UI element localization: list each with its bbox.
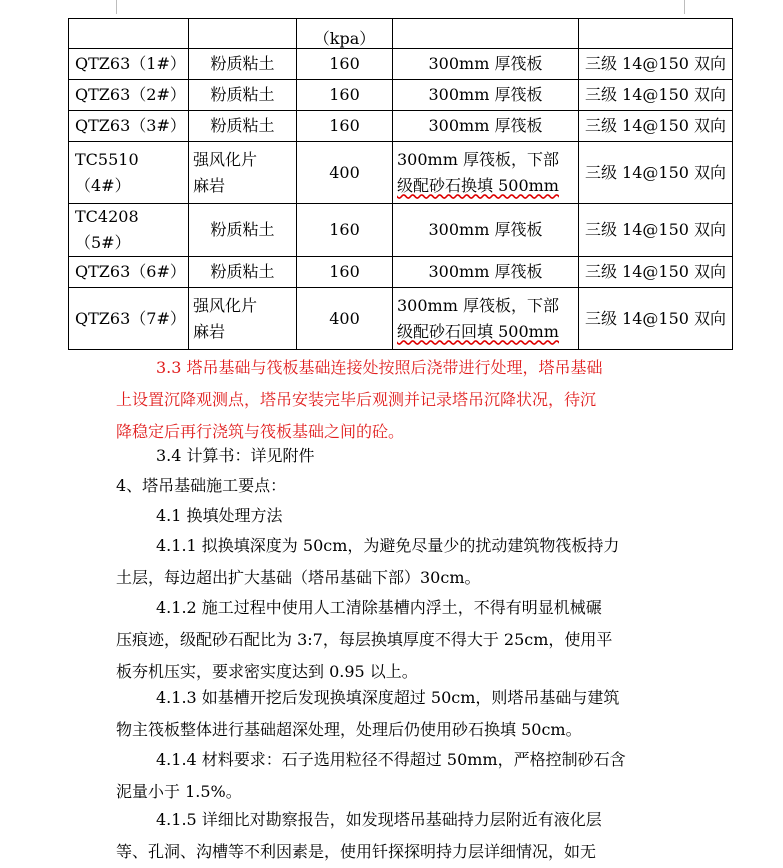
table-row: [69, 80, 733, 111]
paragraph-4-1-3: [116, 682, 686, 746]
paragraph-line: 泥量小于 1.5%。: [116, 782, 242, 801]
paragraph-line: 等、孔洞、沟槽等不利因素是，使用钎探探明持力层详细情况，如无: [116, 842, 597, 861]
paragraph-line: [116, 592, 686, 624]
paragraph-text: 3.4 计算书：详见附件: [156, 446, 315, 465]
crane-model-cell: TC5510（4#）: [69, 142, 189, 204]
paragraph-line: [116, 804, 686, 836]
paragraph-3-3: [116, 352, 686, 448]
bearing-cell: 160: [297, 204, 393, 257]
paragraph-line: 压痕迹，级配砂石配比为 3:7，每层换填厚度不得大于 25cm，使用平: [116, 630, 613, 649]
table-row: [69, 204, 733, 257]
paragraph-line: [116, 500, 686, 532]
section-4-1-heading: [116, 500, 686, 532]
paragraph-line: [116, 352, 686, 384]
bearing-cell: 160: [297, 257, 393, 288]
soil-line-1: 强风化片: [193, 149, 258, 169]
paragraph-line: [116, 440, 686, 472]
paragraph-line: 物主筏板整体进行基础超深处理，处理后仍使用砂石换填 50cm。: [116, 720, 582, 739]
bearing-cell: 160: [297, 49, 393, 80]
crop-mark-left: [116, 0, 117, 14]
soil-cell: 粉质粘土: [189, 257, 297, 288]
paragraph-text: 4.1.2 施工过程中使用人工清除基槽内浮土，不得有明显机械碾: [156, 598, 602, 617]
paragraph-line: [116, 470, 686, 502]
tower-crane-foundation-table: [68, 18, 733, 350]
soil-line-1: 强风化片: [193, 295, 258, 315]
foundation-cell: [393, 142, 579, 204]
paragraph-line: 上设置沉降观测点，塔吊安装完毕后观测并记录塔吊沉降状况，待沉: [116, 390, 597, 409]
soil-line-2: 麻岩: [193, 321, 226, 341]
header-cell-soil: [189, 19, 297, 49]
soil-cell: 粉质粘土: [189, 49, 297, 80]
header-cell-model: [69, 19, 189, 49]
rebar-cell: 三级 14@150 双向: [579, 257, 733, 288]
paragraph-text: 4.1.1 拟换填深度为 50cm，为避免尽量少的扰动建筑物筏板持力: [156, 536, 620, 555]
table-row: [69, 49, 733, 80]
paragraph-line: [116, 682, 686, 714]
bearing-cell: 400: [297, 288, 393, 350]
soil-cell: 粉质粘土: [189, 80, 297, 111]
soil-cell: [189, 142, 297, 204]
foundation-cell: 300mm 厚筏板: [393, 80, 579, 111]
crop-mark-right: [684, 0, 685, 14]
crane-model-cell: QTZ63（3#）: [69, 111, 189, 142]
paragraph-4-1-1: [116, 530, 686, 594]
bearing-cell: 400: [297, 142, 393, 204]
rebar-cell: 三级 14@150 双向: [579, 111, 733, 142]
table-header-row: [69, 19, 733, 49]
paragraph-4-1-4: [116, 744, 686, 808]
paragraph-line: 土层，每边超出扩大基础（塔吊基础下部）30cm。: [116, 568, 481, 587]
paragraph-4-1-2: [116, 592, 686, 688]
soil-line-2: 麻岩: [193, 175, 226, 195]
rebar-cell: 三级 14@150 双向: [579, 204, 733, 257]
paragraph-text: 4、塔吊基础施工要点：: [116, 476, 287, 495]
crane-model-cell: TC4208（5#）: [69, 204, 189, 257]
foundation-line-2: 级配砂石回填 500mm: [397, 321, 559, 341]
rebar-cell: 三级 14@150 双向: [579, 142, 733, 204]
paragraph-line: 板夯机压实，要求密实度达到 0.95 以上。: [116, 662, 418, 681]
paragraph-text: 4.1.4 材料要求：石子选用粒径不得超过 50mm，严格控制砂石含: [156, 750, 626, 769]
bearing-cell: 160: [297, 80, 393, 111]
foundation-line-2: 级配砂石换填 500mm: [397, 175, 559, 195]
header-cell-rebar: [579, 19, 733, 49]
soil-cell: 粉质粘土: [189, 111, 297, 142]
header-cell-foundation: [393, 19, 579, 49]
crane-model-cell: QTZ63（6#）: [69, 257, 189, 288]
crane-model-cell: QTZ63（1#）: [69, 49, 189, 80]
paragraph-3-4: [116, 440, 686, 472]
soil-cell: 粉质粘土: [189, 204, 297, 257]
foundation-cell: 300mm 厚筏板: [393, 111, 579, 142]
paragraph-text: 4.1.5 详细比对勘察报告，如发现塔吊基础持力层附近有液化层: [156, 810, 602, 829]
foundation-line-1: 300mm 厚筏板，下部: [397, 149, 559, 169]
paragraph-line: [116, 744, 686, 776]
bearing-unit-label: （kpa）: [313, 29, 376, 48]
header-cell-bearing: [297, 19, 393, 49]
soil-cell: [189, 288, 297, 350]
foundation-cell: 300mm 厚筏板: [393, 257, 579, 288]
table-row: [69, 142, 733, 204]
crane-model-cell: QTZ63（7#）: [69, 288, 189, 350]
table-row: [69, 111, 733, 142]
foundation-cell: [393, 288, 579, 350]
paragraph-line: 降稳定后再行浇筑与筏板基础之间的砼。: [116, 422, 405, 441]
paragraph-text: 3.3 塔吊基础与筏板基础连接处按照后浇带进行处理，塔吊基础: [156, 358, 603, 377]
rebar-cell: 三级 14@150 双向: [579, 288, 733, 350]
crane-model-cell: QTZ63（2#）: [69, 80, 189, 111]
rebar-cell: 三级 14@150 双向: [579, 80, 733, 111]
foundation-cell: 300mm 厚筏板: [393, 49, 579, 80]
rebar-cell: 三级 14@150 双向: [579, 49, 733, 80]
section-4-heading: [116, 470, 686, 502]
bearing-cell: 160: [297, 111, 393, 142]
paragraph-line: [116, 530, 686, 562]
paragraph-text: 4.1 换填处理方法: [156, 506, 283, 525]
paragraph-text: 4.1.3 如基槽开挖后发现换填深度超过 50cm，则塔吊基础与建筑: [156, 688, 620, 707]
table-row: [69, 288, 733, 350]
table-row: [69, 257, 733, 288]
paragraph-4-1-5: [116, 804, 686, 868]
foundation-cell: 300mm 厚筏板: [393, 204, 579, 257]
foundation-line-1: 300mm 厚筏板，下部: [397, 295, 559, 315]
